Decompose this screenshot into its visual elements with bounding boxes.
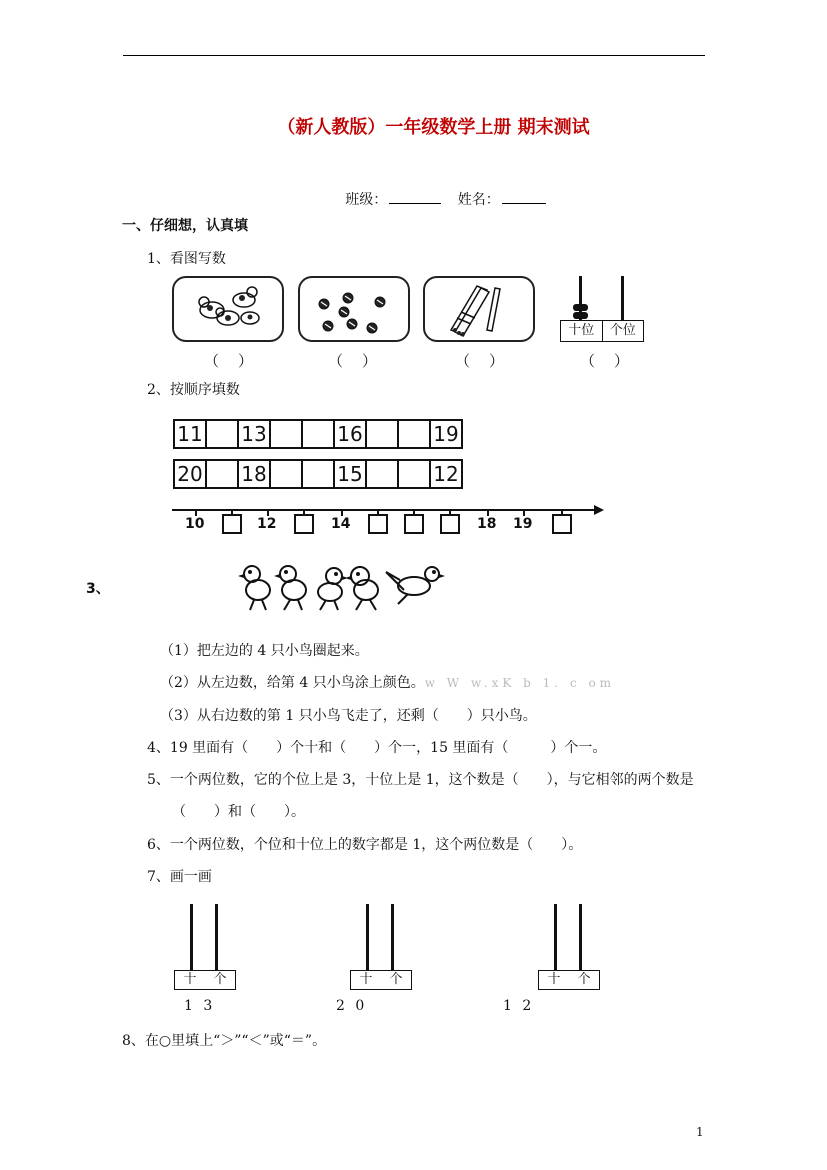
seq-cell-blank[interactable] — [302, 460, 334, 488]
q1-answer-1[interactable]: （ ） — [204, 352, 256, 370]
q5-line-2: （ ）和（ ）。 — [172, 804, 305, 820]
name-label: 姓名： — [457, 192, 500, 208]
abacus-rod-ones — [621, 276, 624, 320]
seq-cell: 16 — [334, 420, 366, 448]
seq-cell-blank[interactable] — [366, 420, 398, 448]
abacus-rod-ones — [579, 904, 582, 972]
student-info — [0, 189, 827, 209]
number-line — [172, 500, 604, 540]
q1-answer-2[interactable]: （ ） — [328, 352, 380, 370]
q8-text: 8、在○里填上“＞”“＜”或“＝”。 — [122, 1033, 327, 1049]
q3-item-2-text: （2）从左边数，给第 4 只小鸟涂上颜色。 — [160, 675, 425, 691]
stick-bundle-icon — [425, 278, 533, 340]
abacus-base — [350, 970, 412, 990]
seq-cell: 15 — [334, 460, 366, 488]
tens-label: 十 — [183, 972, 197, 987]
abacus-rod-ones — [391, 904, 394, 972]
seq-cell-blank[interactable] — [398, 460, 430, 488]
page-title: （新人教版）一年级数学上册 期末测试 — [277, 117, 590, 138]
header-rule — [123, 55, 705, 56]
seq-cell: 19 — [430, 420, 462, 448]
nl-label: 12 — [257, 516, 277, 532]
q1-picture-ducks — [172, 276, 284, 342]
abacus-base — [538, 970, 600, 990]
sequence-row-descending — [173, 459, 463, 489]
abacus-base — [560, 320, 644, 342]
q1-answer-3[interactable]: （ ） — [455, 352, 507, 370]
seq-cell-blank[interactable] — [206, 460, 238, 488]
seq-cell-blank[interactable] — [366, 460, 398, 488]
seq-cell-blank[interactable] — [270, 420, 302, 448]
tens-label: 十 — [547, 972, 561, 987]
q7-abacus-1[interactable] — [174, 900, 236, 992]
seq-cell-blank[interactable] — [398, 420, 430, 448]
q1-abacus — [560, 272, 644, 344]
seq-cell: 18 — [238, 460, 270, 488]
q7-abacus-2[interactable] — [350, 900, 412, 992]
q3-birds-picture — [236, 560, 448, 612]
abacus-base — [174, 970, 236, 990]
q5-line-1: 5、一个两位数，它的个位上是 3，十位上是 1，这个数是（ ），与它相邻的两个数是 — [147, 772, 694, 788]
q1-label: 1、看图写数 — [147, 251, 226, 267]
balls-icon — [300, 278, 408, 340]
class-blank[interactable] — [389, 191, 441, 204]
abacus-rod-tens — [190, 904, 193, 972]
q3-label: 3、 — [86, 581, 110, 597]
q7-abacus-3[interactable] — [538, 900, 600, 992]
q3-item-2 — [160, 672, 615, 692]
nl-blank-box[interactable] — [404, 514, 424, 534]
ducks-icon — [174, 278, 282, 340]
q4-text: 4、19 里面有（ ）个十和（ ）个一，15 里面有（ ）个一。 — [147, 740, 607, 756]
nl-label: 14 — [331, 516, 351, 532]
seq-cell-blank[interactable] — [302, 420, 334, 448]
birds-icon — [236, 560, 448, 612]
sequence-row-ascending — [173, 419, 463, 449]
ones-label: 个 — [577, 972, 591, 987]
q3-item-1: （1）把左边的 4 只小鸟圈起来。 — [160, 643, 369, 659]
name-blank[interactable] — [502, 191, 546, 204]
ones-label: 个 — [389, 972, 403, 987]
nl-label: 18 — [477, 516, 497, 532]
seq-cell-blank[interactable] — [270, 460, 302, 488]
seq-cell: 20 — [174, 460, 206, 488]
q7-number-3: 1 2 — [503, 998, 535, 1014]
abacus-bead — [573, 304, 588, 311]
q7-label: 7、画一画 — [147, 869, 212, 885]
q7-number-2: 2 0 — [336, 998, 368, 1014]
nl-label: 19 — [513, 516, 533, 532]
nl-blank-box[interactable] — [552, 514, 572, 534]
seq-cell: 13 — [238, 420, 270, 448]
q3-item-3: （3）从右边数的第 1 只小鸟飞走了，还剩（ ）只小鸟。 — [160, 708, 537, 724]
seq-cell: 11 — [174, 420, 206, 448]
nl-blank-box[interactable] — [294, 514, 314, 534]
section-1-heading: 一、仔细想，认真填 — [122, 218, 248, 234]
tens-label: 十位 — [561, 321, 603, 341]
abacus-bead — [573, 312, 588, 319]
abacus-rod-tens — [366, 904, 369, 972]
nl-blank-box[interactable] — [440, 514, 460, 534]
ones-label: 个位 — [609, 323, 636, 338]
seq-cell-blank[interactable] — [206, 420, 238, 448]
q6-text: 6、一个两位数，个位和十位上的数字都是 1，这个两位数是（ ）。 — [147, 837, 583, 853]
seq-cell: 12 — [430, 460, 462, 488]
abacus-rod-tens — [554, 904, 557, 972]
class-label: 班级： — [345, 192, 388, 208]
q1-answer-4[interactable]: （ ） — [580, 352, 632, 370]
nl-blank-box[interactable] — [368, 514, 388, 534]
q1-picture-balls — [298, 276, 410, 342]
watermark-text: w W w.xK b 1. c om — [424, 676, 616, 690]
q1-picture-sticks — [423, 276, 535, 342]
ones-label: 个 — [213, 972, 227, 987]
q2-label: 2、按顺序填数 — [147, 382, 240, 398]
nl-label: 10 — [185, 516, 205, 532]
tens-label: 十 — [359, 972, 373, 987]
q7-number-1: 1 3 — [184, 998, 216, 1014]
nl-blank-box[interactable] — [222, 514, 242, 534]
abacus-rod-ones — [215, 904, 218, 972]
page-number: 1 — [696, 1125, 704, 1139]
